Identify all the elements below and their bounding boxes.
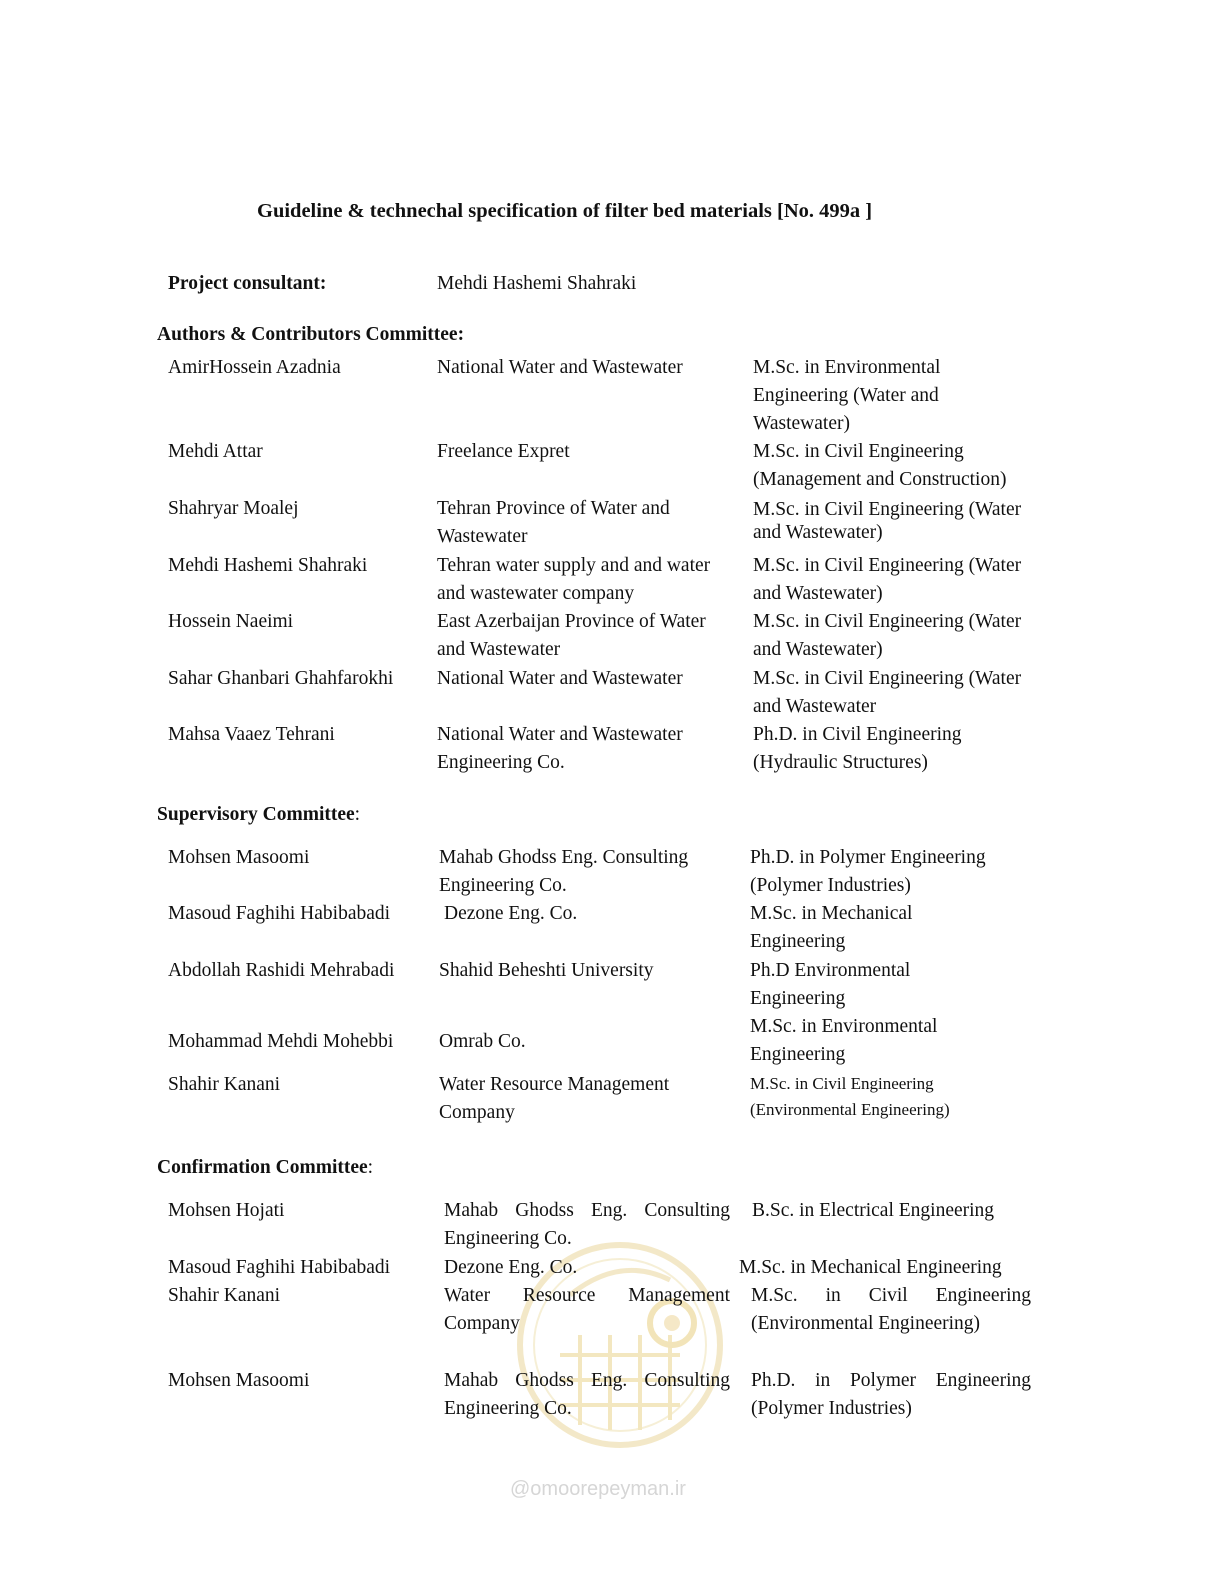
author-name: Mehdi Attar [168,441,263,462]
author-org: National Water and Wastewater [437,668,683,689]
author-org: Tehran water supply and and water and wastewater company [437,555,711,604]
supervisor-degree: M.Sc. in Mechanical Engineering [750,903,913,952]
consultant-name: Mehdi Hashemi Shahraki [437,273,637,294]
confirmer-name: Shahir Kanani [168,1285,281,1306]
confirmer-org: Water Resource Management [444,1285,730,1306]
author-name: Hossein Naeimi [168,611,294,632]
document-title: Guideline & technechal specification of filter bed materials [No. 499a ] [257,200,873,222]
authors-heading: Authors & Contributors Committee: [157,324,465,345]
author-org: Freelance Expret [437,441,570,462]
confirmer-name: Masoud Faghihi Habibabadi [168,1257,391,1278]
confirmer-org: Mahab Ghodss Eng. Consulting [444,1200,730,1221]
supervisor-degree: Ph.D Environmental Engineering [750,960,911,1009]
author-degree: M.Sc. in Civil Engineering (Water and Wastewater) [753,555,1022,604]
author-name: Mahsa Vaaez Tehrani [168,724,335,745]
supervisor-org: Dezone Eng. Co. [444,903,578,924]
author-degree: M.Sc. in Civil Engineering (Water and Wastewater) [753,611,1022,660]
author-name: Shahryar Moalej [168,498,299,519]
author-org: National Water and Wastewater Engineering Co. [437,724,683,773]
author-org: East Azerbaijan Province of Water and Wastewater [437,611,706,660]
supervisor-degree: M.Sc. in Civil Engineering (Environmental Engineering) [750,1074,950,1119]
confirmer-degree: M.Sc. in Civil Engineering [751,1285,1031,1306]
supervisor-name: Mohammad Mehdi Mohebbi [168,1031,394,1052]
author-name: Mehdi Hashemi Shahraki [168,555,368,576]
supervisor-org: Mahab Ghodss Eng. Consulting Engineering Co. [439,847,689,896]
supervisory-heading: Supervisory Committee: [157,804,361,825]
confirmer-name: Mohsen Masoomi [168,1370,310,1391]
supervisor-name: Mohsen Masoomi [168,847,310,868]
confirmer-org: Dezone Eng. Co. [444,1257,578,1278]
supervisor-name: Abdollah Rashidi Mehrabadi [168,960,395,981]
supervisor-degree: Ph.D. in Polymer Engineering (Polymer Industries) [750,847,986,896]
supervisor-name: Masoud Faghihi Habibabadi [168,903,391,924]
watermark-text: @omoorepeyman.ir [510,1478,686,1500]
confirmer-org-line2: Engineering Co. [444,1228,572,1249]
author-degree: M.Sc. in Environmental Engineering (Water and Wastewater) [753,357,941,434]
supervisor-name: Shahir Kanani [168,1074,281,1095]
author-name: Sahar Ghanbari Ghahfarokhi [168,668,394,689]
confirmer-degree: M.Sc. in Mechanical Engineering [739,1257,1002,1278]
confirmer-org-line2: Company [444,1313,520,1334]
confirmer-degree: Ph.D. in Polymer Engineering [751,1370,1031,1391]
confirmer-org-line2: Engineering Co. [444,1398,572,1419]
supervisor-org: Omrab Co. [439,1031,526,1052]
author-degree: M.Sc. in Civil Engineering (Management and Construction) [753,441,1007,490]
supervisor-degree: M.Sc. in Environmental Engineering [750,1016,938,1065]
confirmer-name: Mohsen Hojati [168,1200,285,1221]
confirmer-degree-line2: (Environmental Engineering) [751,1313,981,1334]
author-name: AmirHossein Azadnia [168,357,341,378]
consultant-label: Project consultant: [168,273,327,294]
supervisor-org: Water Resource Management Company [439,1074,670,1123]
confirmation-heading: Confirmation Committee: [157,1157,374,1178]
author-degree: M.Sc. in Civil Engineering (Water and Wastewater) [753,499,1022,543]
confirmer-degree: B.Sc. in Electrical Engineering [752,1200,995,1221]
confirmer-degree-line2: (Polymer Industries) [751,1398,912,1419]
author-degree: M.Sc. in Civil Engineering (Water and Wastewater [753,668,1022,717]
author-org: Tehran Province of Water and Wastewater [437,498,670,547]
author-org: National Water and Wastewater [437,357,683,378]
confirmer-org: Mahab Ghodss Eng. Consulting [444,1370,730,1391]
author-degree: Ph.D. in Civil Engineering (Hydraulic Structures) [753,724,962,773]
supervisor-org: Shahid Beheshti University [439,960,654,981]
